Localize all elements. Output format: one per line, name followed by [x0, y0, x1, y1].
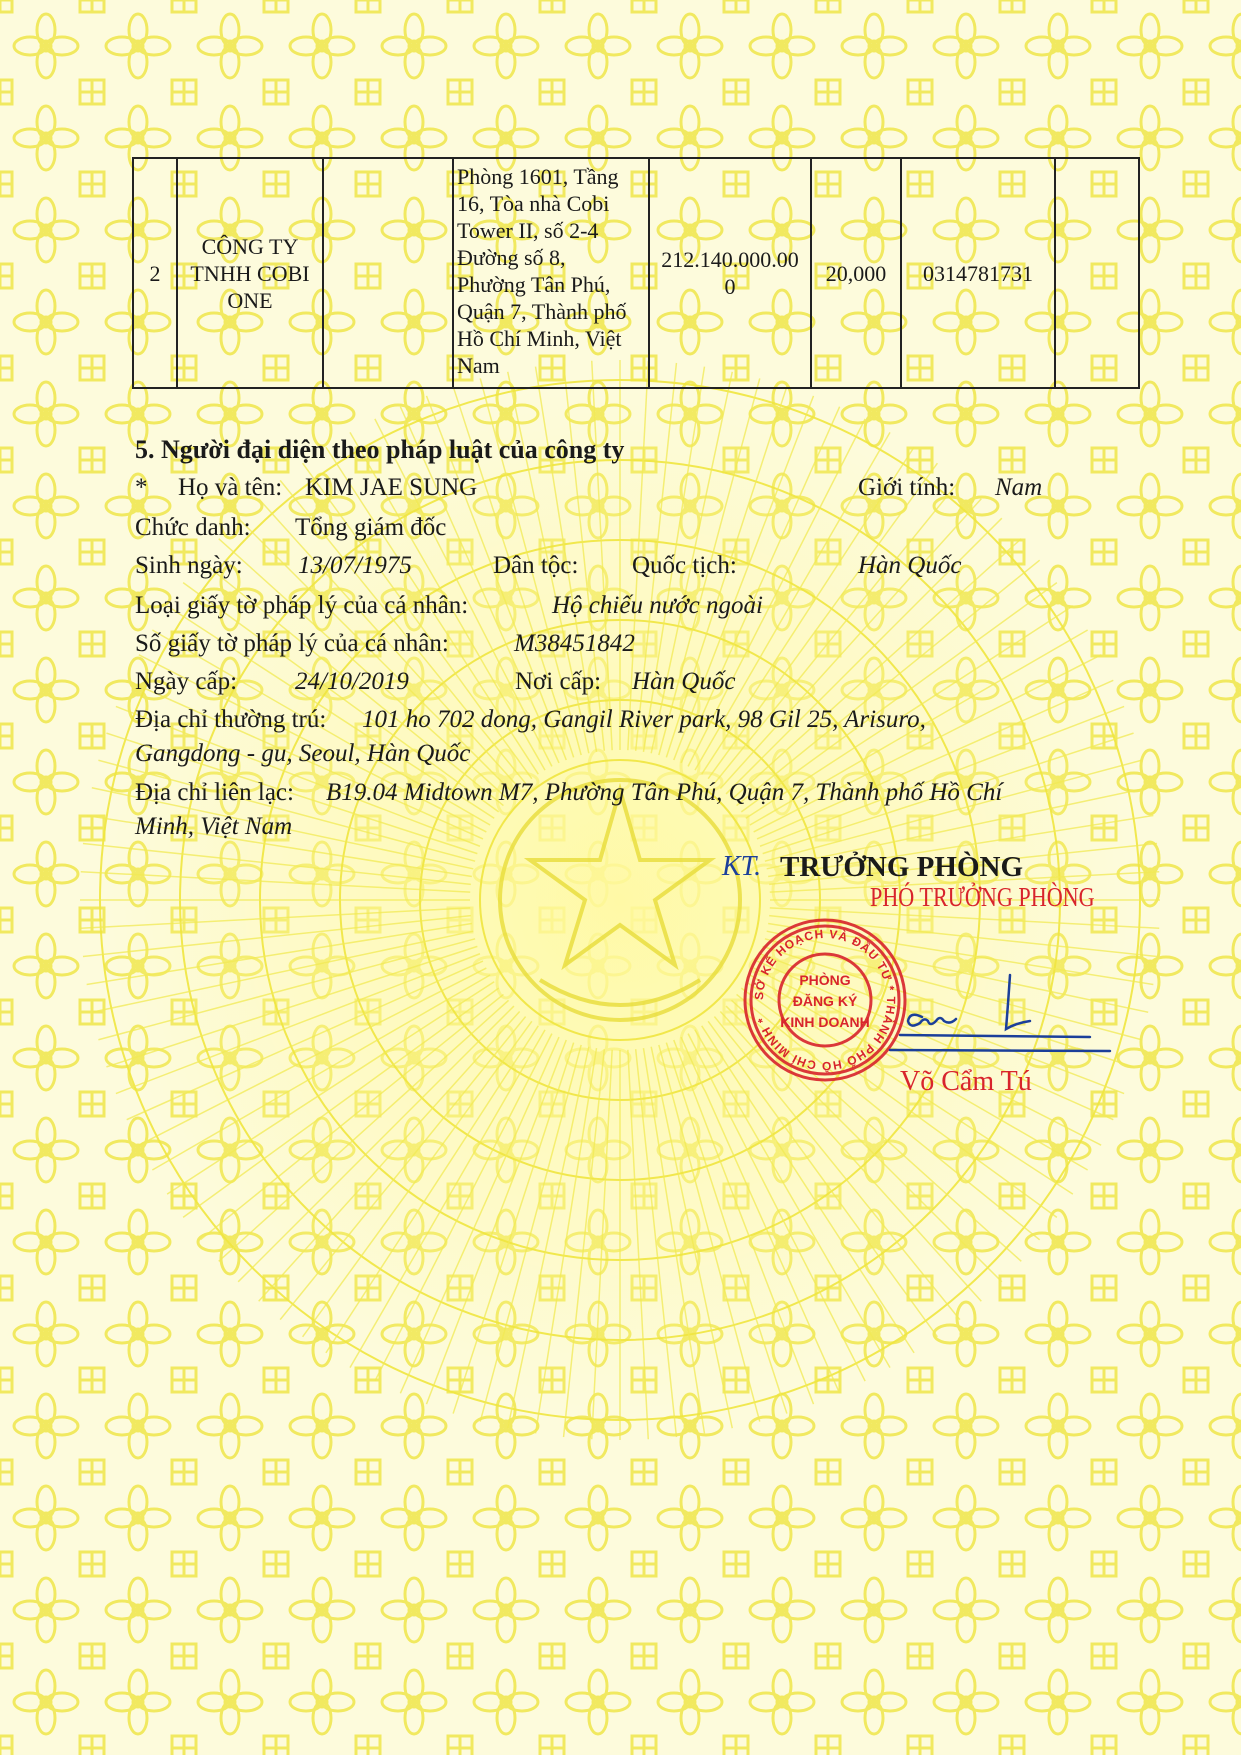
address-line: Đường số 8, [457, 245, 566, 270]
gender-value: Nam [995, 474, 1043, 501]
capital-cell [649, 158, 811, 388]
enterprise-code-cell: 0314781731 [901, 158, 1055, 388]
address-line: 16, Tòa nhà Cobi [457, 191, 610, 216]
id-number-value: M38451842 [514, 630, 635, 657]
nationality-value: Hàn Quốc [858, 552, 962, 579]
id-number-label: Số giấy tờ pháp lý của cá nhân: [135, 630, 449, 657]
company-name-line: ONE [227, 287, 273, 313]
company-address-cell [453, 158, 649, 388]
bullet: * [135, 474, 148, 501]
stamp-ring-text: SỞ KẾ HOẠCH VÀ ĐẦU TƯ * THÀNH PHỐ HỒ CHÍ MINH * [751, 926, 899, 1074]
address-line: Nam [457, 353, 500, 378]
signature-subtitle: PHÓ TRƯỞNG PHÒNG [870, 882, 1095, 912]
id-type-label: Loại giấy tờ pháp lý của cá nhân: [135, 592, 469, 619]
shareholder-table [132, 157, 1140, 389]
handwritten-signature [860, 955, 1120, 1065]
issue-date-label: Ngày cấp: [135, 668, 238, 695]
permanent-address-label: Địa chỉ thường trú: [135, 706, 327, 733]
address-line: Quận 7, Thành phố [457, 299, 627, 324]
section-heading: 5. Người đại diện theo pháp luật của công ty [135, 435, 625, 464]
company-name-line: CÔNG TY [201, 233, 299, 259]
permanent-address-value: 101 ho 702 dong, Gangil River park, 98 Gil 25, Arisuro, [362, 706, 926, 733]
title-label: Chức danh: [135, 514, 251, 541]
contact-address-label: Địa chỉ liên lạc: [135, 779, 294, 806]
title-value: Tổng giám đốc [295, 514, 447, 541]
ratio-cell: 20,000 [811, 158, 901, 388]
gender-label: Giới tính: [858, 474, 956, 501]
dob-label: Sinh ngày: [135, 552, 243, 579]
issue-date-value: 24/10/2019 [295, 668, 409, 695]
capital-line: 0 [724, 274, 736, 299]
name-value: KIM JAE SUNG [305, 474, 478, 501]
stamp-center-line: ĐĂNG KÝ [792, 993, 858, 1009]
signature-title: TRƯỞNG PHÒNG [780, 851, 1024, 883]
contact-address-value-cont: Minh, Việt Nam [135, 813, 293, 840]
name-label: Họ và tên: [178, 474, 283, 501]
id-type-value: Hộ chiếu nước ngoài [552, 592, 763, 619]
stamp-center-line: PHÒNG [799, 972, 851, 988]
contact-address-value: B19.04 Midtown M7, Phường Tân Phú, Quận 7, Thành phố Hồ Chí [326, 779, 1003, 806]
row-number: 2 [133, 158, 177, 388]
capital-line: 212.140.000.00 [661, 247, 799, 272]
empty-cell [323, 158, 453, 388]
company-name-cell [177, 158, 323, 388]
kt-prefix: KT. [722, 851, 762, 882]
address-line: Tower II, số 2-4 [457, 218, 599, 243]
table-row [133, 158, 1139, 388]
company-name-line: TNHH COBI [190, 260, 310, 286]
empty-cell [1055, 158, 1139, 388]
dob-value: 13/07/1975 [298, 552, 412, 579]
permanent-address-value-cont: Gangdong - gu, Seoul, Hàn Quốc [135, 740, 471, 767]
signer-name: Võ Cẩm Tú [900, 1066, 1032, 1097]
ethnic-label: Dân tộc: [493, 552, 579, 579]
address-line: Phòng 1601, Tầng [457, 164, 619, 189]
address-line: Phường Tân Phú, [457, 272, 611, 297]
issue-place-value: Hàn Quốc [632, 668, 736, 695]
stamp-center-line: KINH DOANH [780, 1014, 870, 1030]
address-line: Hồ Chí Minh, Việt [457, 326, 622, 351]
issue-place-label: Nơi cấp: [515, 668, 602, 695]
nationality-label: Quốc tịch: [632, 552, 737, 579]
